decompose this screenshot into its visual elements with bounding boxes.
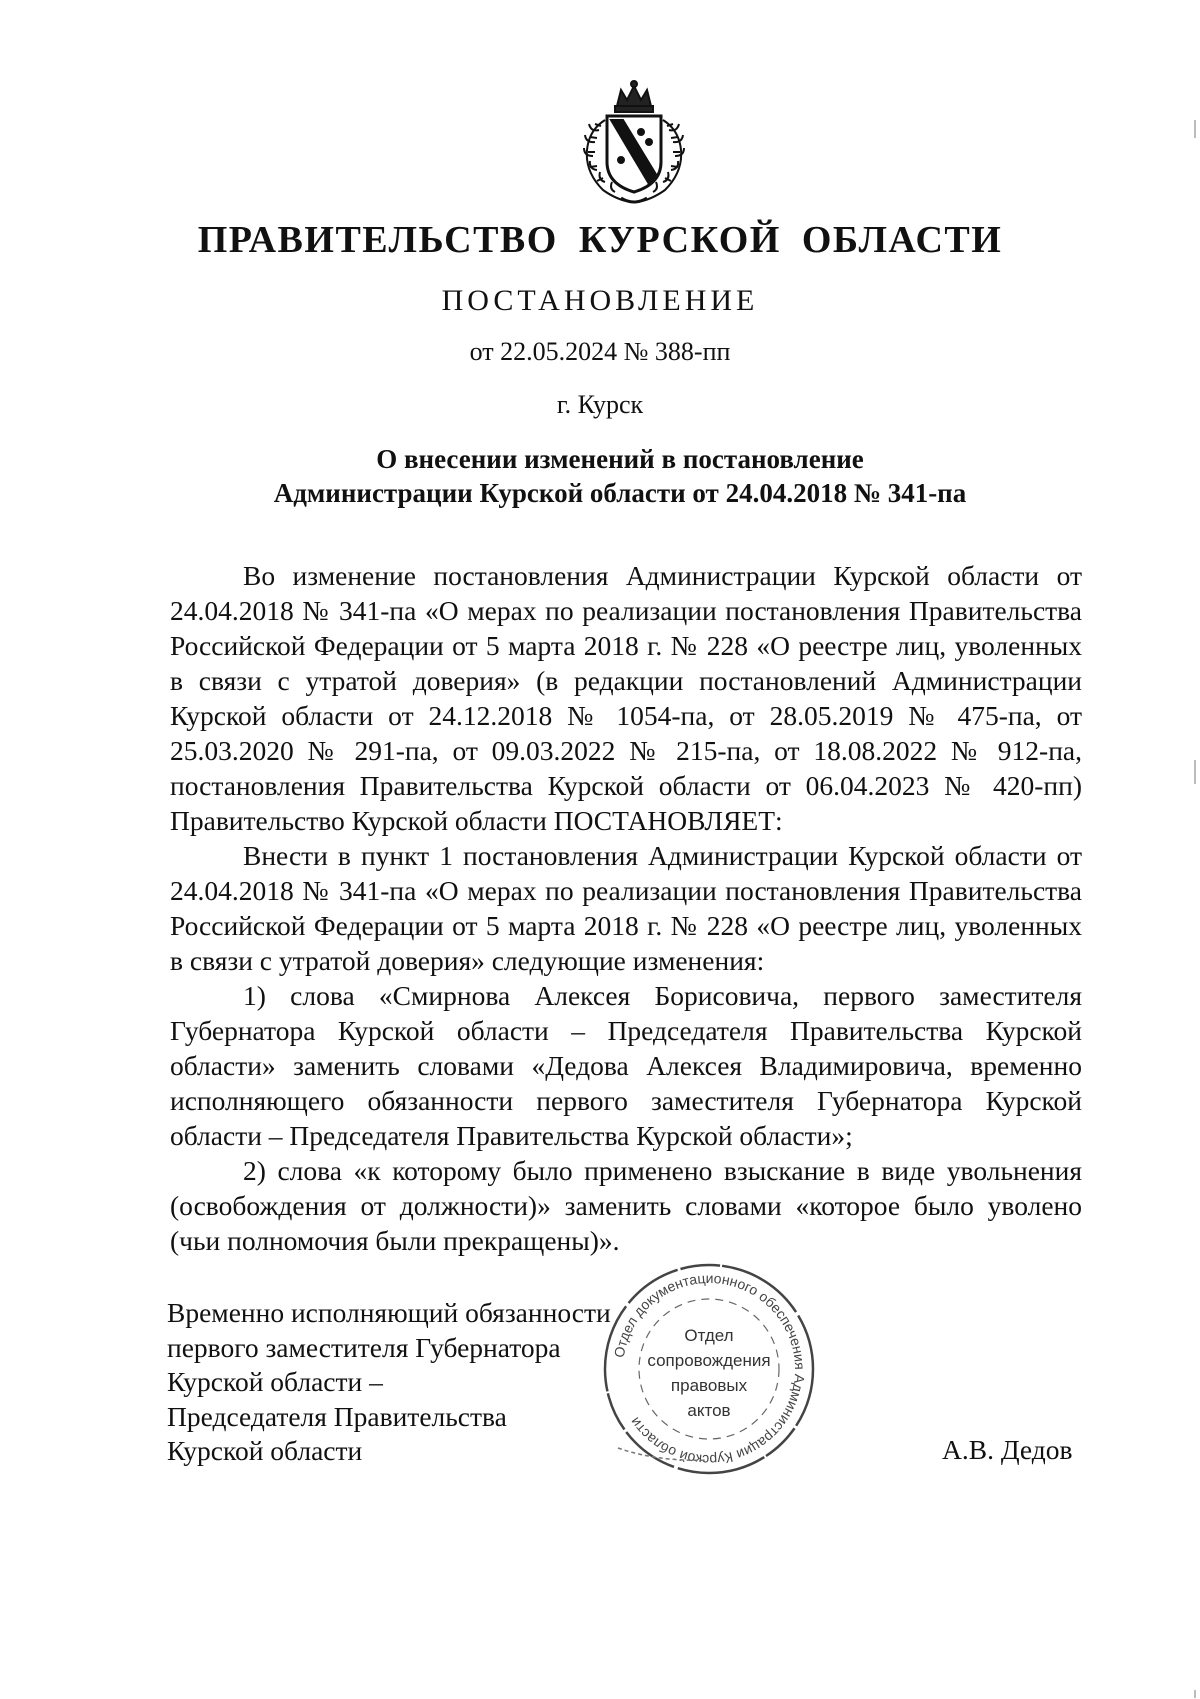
subject-line: Администрации Курской области от 24.04.2018 № 341-па <box>273 478 967 508</box>
body-paragraph: 1) слова «Смирнова Алексея Борисовича, первого заместителя Губернатора Курской области – Председателя Правительства Курской области» заменить словами «Дедова Алексея Владимировича, временно исполняющего обязанности первого заместителя Губернатора Курской области – Председателя Правительства Курской области»; <box>170 980 1082 1151</box>
document-number: от 22.05.2024 № 388-пп <box>469 337 731 366</box>
signatory-name: А.В. Дедов <box>942 1434 1073 1465</box>
body-paragraph: Внести в пункт 1 постановления Администрации Курской области от 24.04.2018 № 341-па «О мерах по реализации постановления Правительства Российской Федерации от 5 марта 2018 г. № 228 «О реестре лиц, уволенных в связи с утратой доверия» следующие изменения: <box>170 840 1082 976</box>
scan-edge-mark <box>1194 120 1196 138</box>
organization-title: ПРАВИТЕЛЬСТВО КУРСКОЙ ОБЛАСТИ <box>197 219 1003 261</box>
signatory-position-line: Председателя Правительства <box>167 1400 507 1432</box>
stamp-center-text <box>598 1323 820 1423</box>
document-city: г. Курск <box>556 390 644 419</box>
signatory-position <box>167 1296 627 1469</box>
signatory-position-line: Временно исполняющий обязанности <box>167 1297 611 1328</box>
scan-edge-mark <box>1194 760 1196 784</box>
scan-edge-mark <box>1194 1690 1196 1698</box>
stamp-center-line: сопровождения <box>647 1351 771 1370</box>
stamp-center-line: актов <box>687 1401 731 1420</box>
subject-line: О внесении изменений в постановление <box>376 444 864 474</box>
stamp-ring-text: Отдел документационного обеспечения Администрации Курской области <box>610 1269 809 1469</box>
signatory-position-line: Курской области – <box>167 1366 383 1397</box>
signatory-position-line: Курской области <box>167 1435 363 1466</box>
document-type: ПОСТАНОВЛЕНИЕ <box>441 284 759 317</box>
kursk-coat-of-arms-icon <box>569 80 699 208</box>
body-paragraph: 2) слова «к которому было применено взыскание в виде увольнения (освобождения от должности)» заменить словами «которое было уволено (чьи полномочия были прекращены)». <box>170 1155 1082 1256</box>
body-paragraph: Во изменение постановления Администрации Курской области от 24.04.2018 № 341-па «О мерах по реализации постановления Правительства Российской Федерации от 5 марта 2018 г. № 228 «О реестре лиц, уволенных в связи с утратой доверия» (в редакции постановлений Администрации Курской области от 24.12.2018 № 1054-па, от 28.05.2019 № 475-па, от 25.03.2020 № 291-па, от 09.03.2022 № 215-па, от 18.08.2022 № 912-па, постановления Правительства Курской области от 06.04.2023 № 420-пп) Правительство Курской области ПОСТАНОВЛЯЕТ: <box>170 560 1082 836</box>
document-subject <box>160 442 1080 510</box>
signatory-position-line: первого заместителя Губернатора <box>167 1331 561 1363</box>
stamp-center-line: Отдел <box>684 1326 734 1345</box>
document-body <box>170 558 1082 1258</box>
stamp-center-line: правовых <box>670 1376 748 1395</box>
